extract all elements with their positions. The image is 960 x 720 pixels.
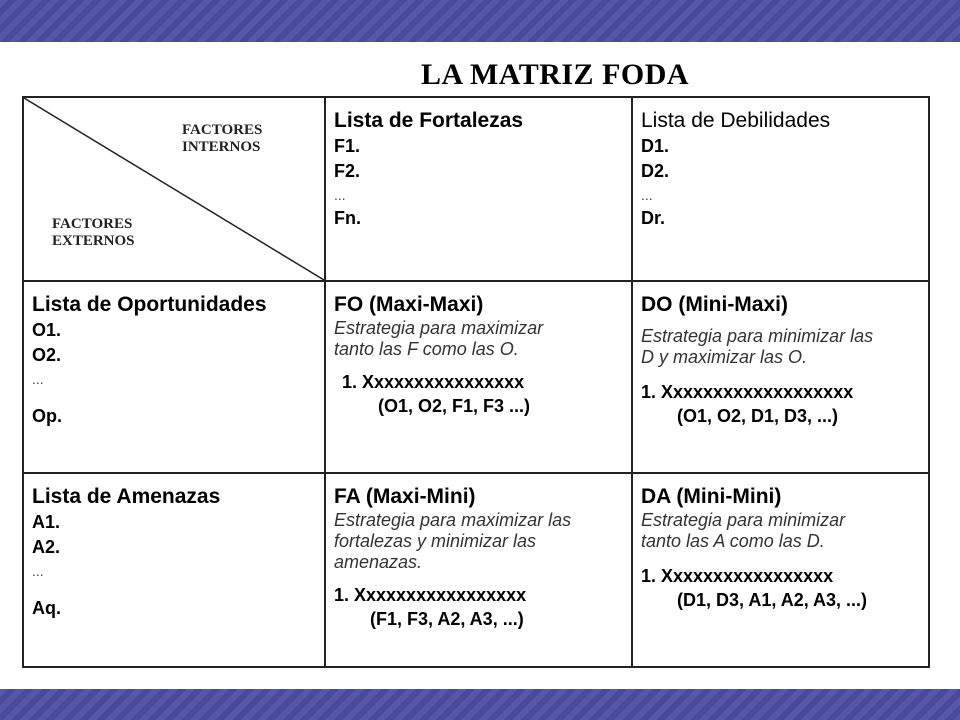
amenazas-item: A1. [32,512,61,532]
oportunidades-item: Op. [32,406,62,426]
fo-cell [324,280,633,474]
debilidades-item: D1. [641,136,670,156]
da-header: DA (Mini-Mini) [641,485,782,508]
fo-strategy-line: tanto las F como las O. [334,339,519,359]
internal-factors-label [182,122,262,156]
debilidades-ellipsis: ... [641,187,653,203]
fa-strategy-line: fortalezas y minimizar las [334,531,537,551]
amenazas-item: Aq. [32,598,61,618]
fortalezas-cell [324,96,633,282]
external-factors-label [52,216,135,250]
page-title: LA MATRIZ FODA [420,58,690,91]
fortalezas-item: F1. [334,136,361,156]
do-strategy-line: D y maximizar las O. [641,347,808,367]
da-strategy-line: tanto las A como las D. [641,531,825,551]
amenazas-ellipsis: ... [32,563,44,579]
external-factors-line-1: FACTORES [52,216,133,232]
fa-strategy-item: 1. Xxxxxxxxxxxxxxxxx [334,585,527,605]
da-strategy-item: 1. Xxxxxxxxxxxxxxxxx [641,566,834,586]
da-strategy-refs: (D1, D3, A1, A2, A3, ...) [677,590,868,610]
bottom-decor-band [0,689,960,720]
da-cell [631,472,930,668]
oportunidades-item: O1. [32,320,62,340]
amenazas-item: A2. [32,537,61,557]
debilidades-header: Lista de Debilidades [641,109,831,132]
fa-strategy-line: amenazas. [334,552,423,572]
da-strategy-line: Estrategia para minimizar [641,510,846,530]
external-factors-line-2: EXTERNOS [52,233,135,249]
oportunidades-ellipsis: ... [32,371,44,387]
fo-strategy-item: 1. Xxxxxxxxxxxxxxxx [342,372,525,392]
fo-strategy-line: Estrategia para maximizar [334,318,544,338]
internal-factors-line-1: FACTORES [182,122,263,138]
fo-header: FO (Maxi-Maxi) [334,293,484,316]
do-strategy-item: 1. Xxxxxxxxxxxxxxxxxxx [641,382,854,402]
debilidades-item: Dr. [641,208,666,228]
internal-factors-line-2: INTERNOS [182,139,261,155]
debilidades-item: D2. [641,161,670,181]
oportunidades-header: Lista de Oportunidades [32,293,267,316]
oportunidades-cell [22,280,326,474]
fa-strategy-line: Estrategia para maximizar las [334,510,572,530]
amenazas-header: Lista de Amenazas [32,485,221,508]
fortalezas-header: Lista de Fortalezas [334,109,524,132]
do-cell [631,280,930,474]
fa-cell [324,472,633,668]
oportunidades-item: O2. [32,345,62,365]
corner-cell [22,96,326,282]
foda-matrix [22,96,930,668]
fortalezas-ellipsis: ... [334,187,346,203]
fortalezas-item: F2. [334,161,361,181]
amenazas-cell [22,472,326,668]
do-header: DO (Mini-Maxi) [641,293,788,316]
fa-header: FA (Maxi-Mini) [334,485,476,508]
debilidades-cell [631,96,930,282]
fortalezas-item: Fn. [334,208,361,228]
fa-strategy-refs: (F1, F3, A2, A3, ...) [370,609,524,629]
diagonal-divider [24,98,324,280]
fo-strategy-refs: (O1, O2, F1, F3 ...) [378,396,531,416]
do-strategy-line: Estrategia para minimizar las [641,326,874,346]
do-strategy-refs: (O1, O2, D1, D3, ...) [677,406,839,426]
top-decor-band [0,0,960,42]
